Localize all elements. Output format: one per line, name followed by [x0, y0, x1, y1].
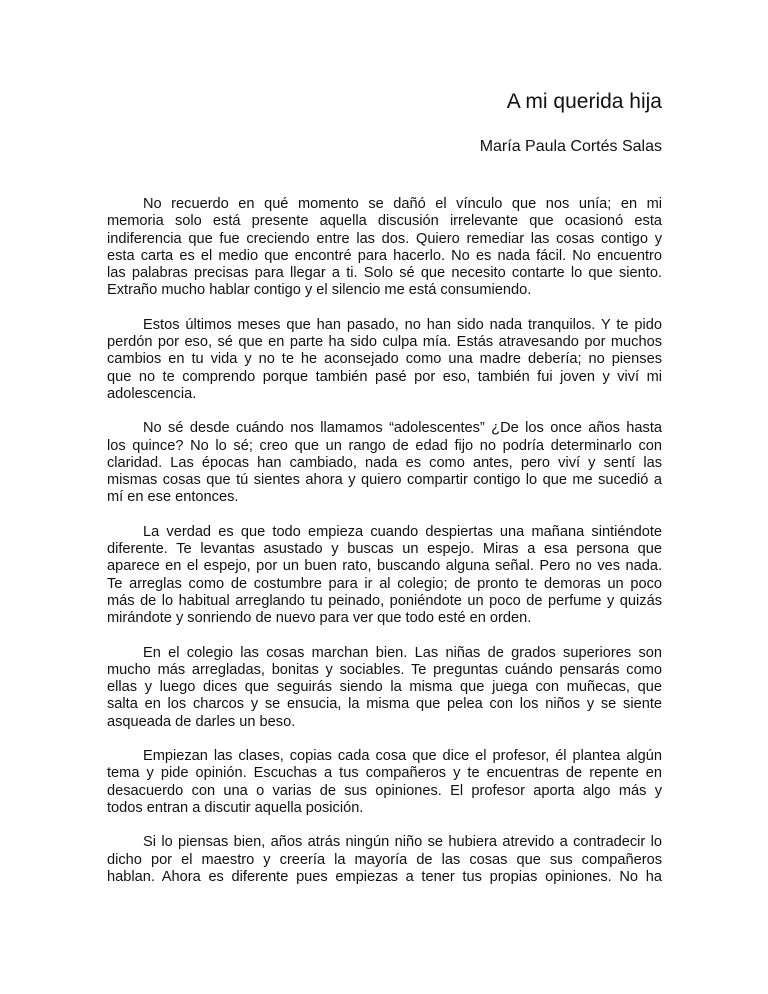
paragraph-line: claridad. Las épocas han cambiado, nada es como antes, pero viví y sentí las: [107, 454, 662, 471]
document-body: [107, 196, 662, 903]
document-author: María Paula Cortés Salas: [479, 138, 662, 155]
paragraph-line: salta en los charcos y se ensucia, la misma que pelea con los niños y se siente: [107, 696, 662, 713]
paragraph: [107, 834, 662, 886]
paragraph-line: memoria solo está presente aquella discusión irrelevante que ocasionó esta: [107, 213, 662, 230]
paragraph-line: más de lo habitual arreglando tu peinado, poniéndote un poco de perfume y quizás: [107, 592, 662, 609]
paragraph-line: esta carta es el medio que encontré para hacerlo. No es nada fácil. No encuentro: [107, 247, 662, 264]
paragraph-line: Estos últimos meses que han pasado, no han sido nada tranquilos. Y te pido: [143, 316, 662, 333]
paragraph-line: Empiezan las clases, copias cada cosa que dice el profesor, él plantea algún: [143, 748, 662, 764]
paragraph: [107, 645, 662, 731]
paragraph-line: mismas cosas que tú sientes ahora y quiero compartir contigo lo que me sucedió a: [107, 472, 662, 488]
paragraph-line: diferente. Te levantas asustado y buscas un espejo. Miras a esa persona que: [107, 541, 662, 557]
paragraph-line: ellas y luego dices que seguirás siendo la misma que juega con muñecas, que: [107, 679, 662, 695]
paragraph-line: mí en ese entonces.: [107, 489, 239, 506]
paragraph-line: mirándote y sonriendo de nuevo para ver que todo esté en orden.: [107, 610, 532, 626]
paragraph-line: desacuerdo con una o varias de sus opiniones. El profesor aporta algo más y: [107, 782, 662, 799]
paragraph-line: hablan. Ahora es diferente pues empiezas a tener tus propias opiniones. No ha: [107, 868, 662, 885]
paragraph-line: perdón por eso, sé que en parte ha sido culpa mía. Estás atravesando por muchos: [107, 334, 662, 350]
paragraph-line: No recuerdo en qué momento se dañó el vínculo que nos unía; en mi: [143, 196, 662, 212]
paragraph: [107, 524, 662, 628]
paragraph-line: dicho por el maestro y creería la mayoría de las cosas que sus compañeros: [107, 851, 662, 868]
paragraph-line: En el colegio las cosas marchan bien. Las niñas de grados superiores son: [143, 644, 662, 661]
paragraph-line: Si lo piensas bien, años atrás ningún niño se hubiera atrevido a contradecir lo: [143, 834, 662, 851]
paragraph-line: adolescencia.: [107, 385, 197, 402]
paragraph-line: aparece en el espejo, por un buen rato, buscando alguna señal. Pero no ves nada.: [107, 558, 662, 575]
paragraph-line: No sé desde cuándo nos llamamos “adolescentes” ¿De los once años hasta: [143, 420, 662, 437]
paragraph-line: mucho más arregladas, bonitas y sociables. Te preguntas cuándo pensarás como: [107, 661, 662, 678]
paragraph: [107, 196, 662, 300]
paragraph-line: asqueada de darles un beso.: [107, 713, 296, 730]
paragraph: [107, 748, 662, 817]
paragraph-line: que no te comprendo porque también pasé por eso, también fui joven y viví mi: [107, 368, 662, 385]
paragraph-line: indiferencia que fue creciendo entre las dos. Quiero remediar las cosas contigo y: [107, 230, 662, 247]
paragraph-line: La verdad es que todo empieza cuando despiertas una mañana sintiéndote: [143, 523, 662, 540]
paragraph-line: Te arreglas como de costumbre para ir al colegio; de pronto te demoras un poco: [107, 575, 662, 592]
paragraph: [107, 420, 662, 506]
paragraph-line: Extraño mucho hablar contigo y el silencio me está consumiendo.: [107, 282, 532, 299]
paragraph-line: todos entran a discutir aquella posición.: [107, 799, 364, 816]
paragraph-line: cambios en tu vida y no te he aconsejado como una madre debería; no pienses: [107, 351, 662, 368]
document-title: A mi querida hija: [506, 90, 662, 113]
paragraph-line: los quince? No lo sé; creo que un rango de edad fijo no podría determinarlo con: [107, 437, 662, 454]
paragraph: [107, 317, 662, 403]
paragraph-line: las palabras precisas para llegar a ti. Solo sé que necesito contarte lo que siento.: [107, 265, 662, 281]
paragraph-line: tema y pide opinión. Escuchas a tus compañeros y te encuentras de repente en: [107, 765, 662, 782]
